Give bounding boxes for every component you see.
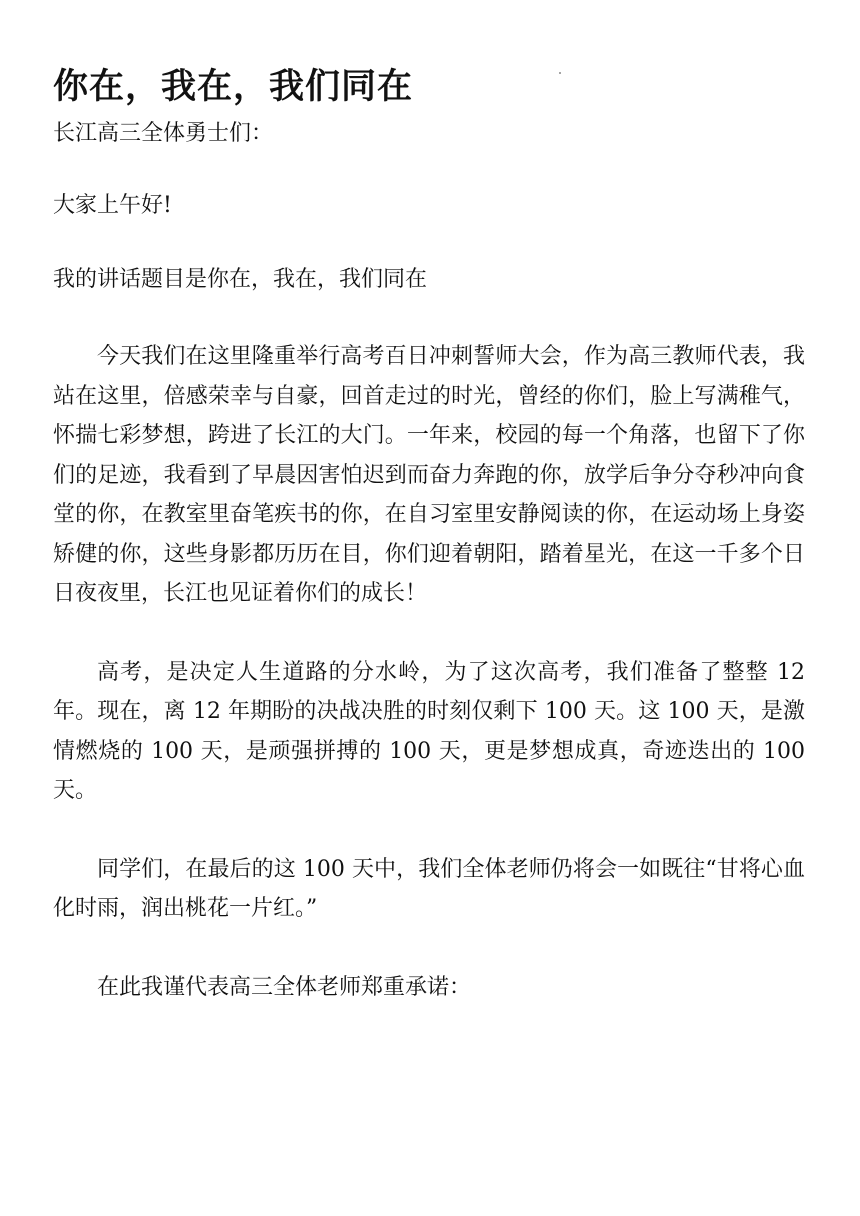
- scan-speck: [559, 72, 561, 74]
- speech-topic: 我的讲话题目是你在，我在，我们同在: [53, 267, 428, 292]
- paragraph-3: 同学们，在最后的这 100 天中，我们全体老师仍将会一如既往“甘将心血化时雨，润出桃花一片红。”: [53, 856, 805, 921]
- salutation: 长江高三全体勇士们：: [53, 121, 274, 146]
- paragraph-2: 高考，是决定人生道路的分水岭，为了这次高考，我们准备了整整 12 年。现在，离 12 年期盼的决战决胜的时刻仅剩下 100 天。这 100 天，是激情燃烧的 100 天，是顽强拼搏的 100 天，更是梦想成真，奇迹迭出的 100 天。: [53, 659, 805, 803]
- document-page: [53, 62, 805, 1007]
- paragraph-1: 今天我们在这里隆重举行高考百日冲刺誓师大会，作为高三教师代表，我站在这里，倍感荣幸与自豪，回首走过的时光，曾经的你们，脸上写满稚气，怀揣七彩梦想，跨进了长江的大门。一年来，校园的每一个角落，也留下了你们的足迹，我看到了早晨因害怕迟到而奋力奔跑的你，放学后争分夺秒冲向食堂的你，在教室里奋笔疾书的你，在自习室里安静阅读的你，在运动场上身姿矫健的你，这些身影都历历在目，你们迎着朝阳，踏着星光，在这一千多个日日夜夜里，长江也见证着你们的成长！: [53, 344, 805, 606]
- paragraph-4: 在此我谨代表高三全体老师郑重承诺：: [97, 974, 472, 1000]
- page-title: 你在，我在，我们同在: [53, 67, 414, 107]
- greeting: 大家上午好!: [53, 193, 172, 218]
